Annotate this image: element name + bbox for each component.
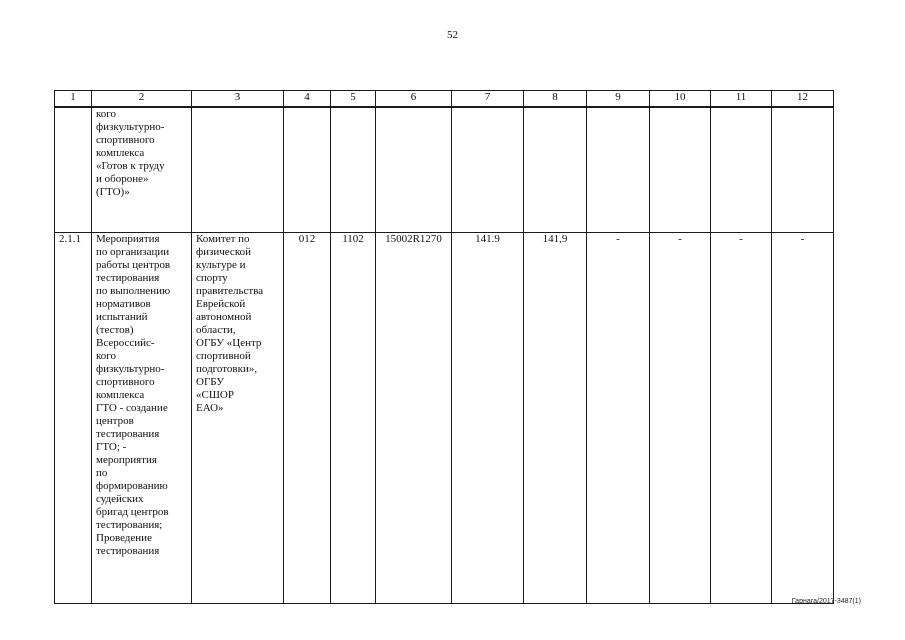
cell-col-8: 141,9 (524, 233, 587, 604)
cell-executor: Комитет по физической культуре и спорту правительства Еврейской автономной области, ОГБУ «Центр спортивной подготовки», ОГБУ «СШОР ЕАО» (192, 233, 284, 604)
cell-col-9 (587, 107, 650, 233)
cell-col-12 (772, 107, 834, 233)
cell-executor (192, 107, 284, 233)
column-header-3: 3 (192, 91, 284, 108)
cell-activity-name: кого физкультурно- спортивного комплекса «Готов к труду и обороне» (ГТО)» (92, 107, 192, 233)
cell-col-10 (650, 107, 711, 233)
cell-item-number: 2.1.1 (55, 233, 92, 604)
document-footer-code: Гарнага/2017-3487(1) (791, 598, 861, 605)
column-header-12: 12 (772, 91, 834, 108)
column-header-6: 6 (376, 91, 452, 108)
column-header-2: 2 (92, 91, 192, 108)
table-header-row (55, 91, 834, 108)
column-header-9: 9 (587, 91, 650, 108)
cell-col-8 (524, 107, 587, 233)
column-header-11: 11 (711, 91, 772, 108)
cell-item-number (55, 107, 92, 233)
cell-col-7: 141.9 (452, 233, 524, 604)
cell-col-11: - (711, 233, 772, 604)
column-header-8: 8 (524, 91, 587, 108)
cell-col-6: 15002R1270 (376, 233, 452, 604)
cell-col-5 (331, 107, 376, 233)
cell-col-10: - (650, 233, 711, 604)
table-row (55, 233, 834, 604)
cell-col-5: 1102 (331, 233, 376, 604)
cell-col-4: 012 (284, 233, 331, 604)
cell-col-11 (711, 107, 772, 233)
column-header-7: 7 (452, 91, 524, 108)
cell-col-4 (284, 107, 331, 233)
cell-activity-name: Мероприятия по организации работы центров тестирования по выполнению нормативов испытаний (тестов) Всероссийс- кого физкультурно- спортивного комплекса ГТО - создание центров тестирования ГТО; - мероприятия по формированию судейских бригад центров тестирования; Проведение тестирования (92, 233, 192, 604)
table-row (55, 107, 834, 233)
column-header-10: 10 (650, 91, 711, 108)
page-number: 52 (447, 29, 458, 41)
cell-col-7 (452, 107, 524, 233)
column-header-5: 5 (331, 91, 376, 108)
column-header-4: 4 (284, 91, 331, 108)
column-header-1: 1 (55, 91, 92, 108)
cell-col-9: - (587, 233, 650, 604)
cell-col-6 (376, 107, 452, 233)
budget-table (54, 90, 834, 604)
cell-col-12: - (772, 233, 834, 604)
